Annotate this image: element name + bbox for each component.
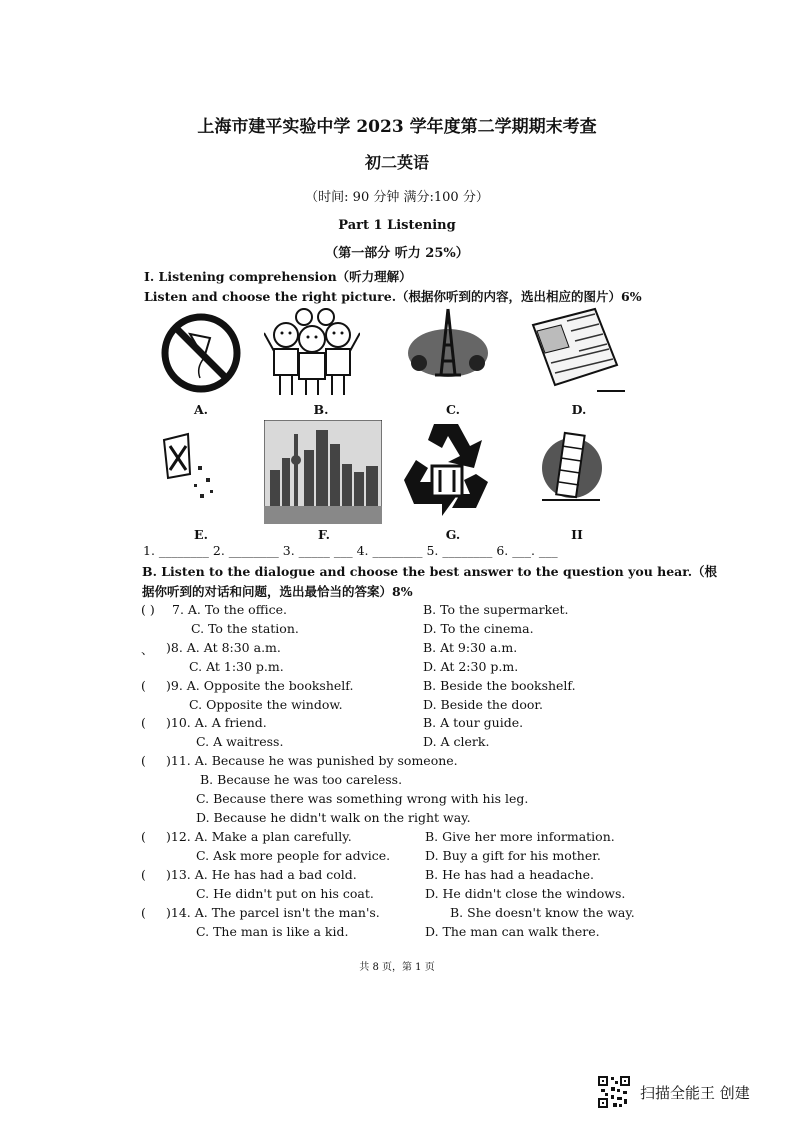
section-heading: I. Listening comprehension（听力理解） bbox=[144, 269, 412, 284]
section-instruction: Listen and choose the right picture.（根据你听到的内容，选出相应的图片）6% bbox=[144, 289, 642, 304]
question-7-option-d: D. To the cinema. bbox=[423, 621, 534, 636]
answer-bracket: ( bbox=[141, 905, 146, 920]
question-13-option-c: C. He didn't put on his coat. bbox=[196, 886, 374, 901]
option-a-text: Because he was punished by someone. bbox=[211, 753, 458, 768]
answer-blanks: 1. ________ 2. ________ 3. _____ ___ 4. ________ 5. ________ 6. ___. ___ bbox=[143, 543, 558, 558]
answer-bracket: ( bbox=[141, 829, 146, 844]
children-cheering-icon bbox=[264, 305, 360, 397]
recycle-icon bbox=[398, 420, 494, 522]
picture-label-d: D. bbox=[571, 402, 587, 417]
scanner-watermark: 扫描全能王 创建 bbox=[640, 1084, 750, 1102]
question-9-option-c: C. Opposite the window. bbox=[189, 697, 343, 712]
question-7-option-c: C. To the station. bbox=[191, 621, 299, 636]
question-prefix: )13. A. bbox=[166, 867, 212, 882]
section-b-instruction-line1: B. Listen to the dialogue and choose the best answer to the question you hear.（根 bbox=[142, 564, 718, 579]
question-10-option-d: D. A clerk. bbox=[423, 734, 490, 749]
question-prefix: )9. A. bbox=[166, 678, 204, 693]
question-12-option-d: D. Buy a gift for his mother. bbox=[425, 848, 601, 863]
question-9-option-a bbox=[166, 678, 353, 693]
picture-label-b: B. bbox=[313, 402, 329, 417]
question-14-option-a bbox=[166, 905, 380, 920]
question-12-option-a bbox=[166, 829, 352, 844]
option-a-text: At 8:30 a.m. bbox=[203, 640, 281, 655]
answer-bracket: ( ) bbox=[141, 602, 155, 617]
question-prefix: )11. A. bbox=[166, 753, 212, 768]
option-a-text: He has had a bad cold. bbox=[211, 867, 357, 882]
no-litter-icon bbox=[160, 430, 220, 500]
question-11-option-d: D. Because he didn't walk on the right way. bbox=[196, 810, 471, 825]
page-footer: 共 8 页，第 1 页 bbox=[359, 962, 435, 973]
answer-bracket: ( bbox=[141, 678, 146, 693]
question-8-option-a bbox=[166, 640, 281, 655]
option-a-text: To the office. bbox=[204, 602, 287, 617]
question-7-option-a bbox=[172, 602, 287, 617]
newspaper-icon bbox=[525, 305, 625, 395]
question-11-option-c: C. Because there was something wrong with his leg. bbox=[196, 791, 529, 806]
question-prefix: )14. A. bbox=[166, 905, 212, 920]
option-a-text: Make a plan carefully. bbox=[211, 829, 352, 844]
question-prefix: 7. A. bbox=[172, 602, 205, 617]
question-8-option-b: B. At 9:30 a.m. bbox=[423, 640, 518, 655]
question-12-option-c: C. Ask more people for advice. bbox=[196, 848, 391, 863]
question-14-option-b: B. She doesn't know the way. bbox=[450, 905, 635, 920]
answer-bracket: ( bbox=[141, 867, 146, 882]
question-prefix: )10. A. bbox=[166, 715, 212, 730]
question-14-option-d: D. The man can walk there. bbox=[425, 924, 600, 939]
option-a-text: The parcel isn't the man's. bbox=[211, 905, 380, 920]
leaning-tower-icon bbox=[538, 428, 604, 506]
picture-label-a: A. bbox=[193, 402, 209, 417]
answer-bracket: ( bbox=[141, 715, 146, 730]
question-8-option-d: D. At 2:30 p.m. bbox=[423, 659, 519, 674]
exam-title: 上海市建平实验中学 2023 学年度第二学期期末考查 bbox=[197, 117, 597, 137]
question-10-option-a bbox=[166, 715, 267, 730]
question-7-option-b: B. To the supermarket. bbox=[423, 602, 569, 617]
question-10-option-b: B. A tour guide. bbox=[423, 715, 524, 730]
city-skyline-icon bbox=[264, 420, 382, 524]
picture-label-g: G. bbox=[445, 527, 461, 542]
qr-code-icon bbox=[597, 1075, 631, 1109]
picture-label-f: F. bbox=[318, 527, 330, 542]
question-prefix: )12. A. bbox=[166, 829, 212, 844]
option-a-text: Opposite the bookshelf. bbox=[203, 678, 354, 693]
no-kite-icon bbox=[160, 312, 242, 394]
exam-meta: （时间: 90 分钟 满分:100 分） bbox=[305, 190, 489, 205]
answer-bracket: ( bbox=[141, 753, 146, 768]
picture-label-h: II bbox=[571, 527, 583, 542]
question-13-option-b: B. He has had a headache. bbox=[425, 867, 594, 882]
question-prefix: )8. A. bbox=[166, 640, 204, 655]
question-9-option-d: D. Beside the door. bbox=[423, 697, 543, 712]
section-b-instruction-line2: 据你听到的对话和问题，选出最恰当的答案）8% bbox=[142, 584, 413, 599]
question-14-option-c: C. The man is like a kid. bbox=[196, 924, 349, 939]
question-12-option-b: B. Give her more information. bbox=[425, 829, 615, 844]
part-title: Part 1 Listening bbox=[338, 218, 456, 233]
answer-bracket: 、 bbox=[141, 642, 154, 657]
question-11-option-a bbox=[166, 753, 458, 768]
part-subtitle: （第一部分 听力 25%） bbox=[325, 246, 469, 261]
question-11-option-b: B. Because he was too careless. bbox=[200, 772, 403, 787]
question-13-option-d: D. He didn't close the windows. bbox=[425, 886, 626, 901]
question-8-option-c: C. At 1:30 p.m. bbox=[189, 659, 284, 674]
picture-label-e: E. bbox=[194, 527, 208, 542]
picture-label-c: C. bbox=[445, 402, 461, 417]
option-a-text: A friend. bbox=[211, 715, 267, 730]
question-9-option-b: B. Beside the bookshelf. bbox=[423, 678, 576, 693]
eiffel-tower-icon bbox=[405, 305, 491, 385]
question-10-option-c: C. A waitress. bbox=[196, 734, 284, 749]
exam-subject: 初二英语 bbox=[364, 153, 429, 172]
question-13-option-a bbox=[166, 867, 357, 882]
